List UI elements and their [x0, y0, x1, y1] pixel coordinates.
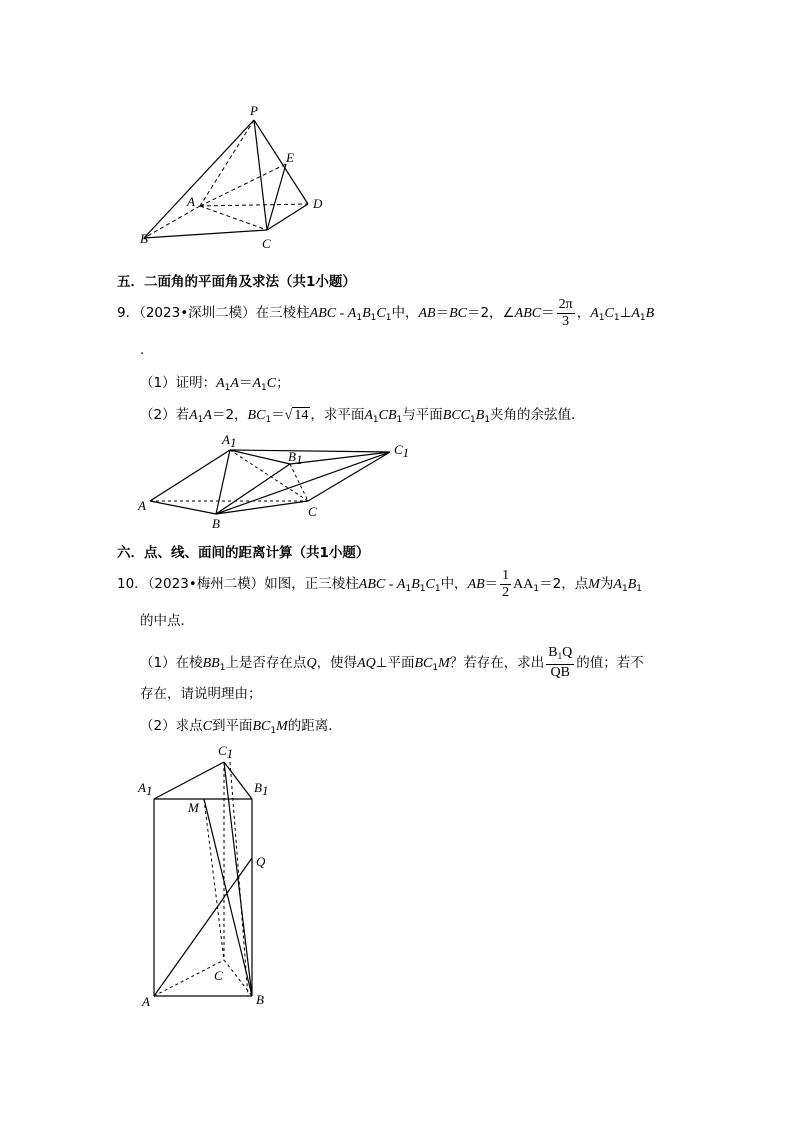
label-A1: A1: [138, 780, 153, 798]
label-B1: B1: [254, 780, 269, 798]
fraction-b1q-over-qb: $\frac{B_1Q}{QB}$: [548, 645, 573, 680]
pyramid-figure: [130, 98, 330, 258]
q9-part1: （1）证明：$A_1A=A_1C$；: [140, 375, 290, 393]
label-Q: Q: [256, 854, 266, 869]
prism-figure-q9: [130, 428, 420, 533]
label-B: B: [212, 516, 220, 531]
label-B: B: [256, 992, 264, 1007]
q9-statement: 9．（2023•深圳二模）在三棱柱ABC - $A_1B_1C_1$中，AB＝BC＝2，∠ABC＝ $\frac{2\pi}{3}$ ，$A_1C_1\perp A_1B$: [117, 296, 655, 329]
label-B1: B1: [288, 449, 303, 467]
fraction-one-half: $\frac{1}{2}$: [502, 567, 510, 600]
label-E: E: [286, 150, 294, 165]
label-B: B: [140, 231, 148, 246]
sqrt-14: √ 14: [284, 408, 309, 423]
q10-part1: （1）在棱$BB_1$上是否存在点Q，使得AQ⊥平面$BC_1M$？若存在，求出 $\frac{B_1Q}{QB}$ 的值；若不: [140, 645, 644, 680]
q10-part2: （2）求点C到平面$BC_1M$的距离．: [140, 718, 342, 736]
q10-line2: 的中点．: [140, 613, 194, 629]
label-M: M: [188, 800, 199, 815]
q9-part2: （2）若$A_1A=2$，$BC_1=√$ 14 ，求平面$A_1CB_1$与平面$BCC_1B_1$夹角的余弦值.: [140, 407, 576, 425]
label-C1: C1: [218, 743, 234, 761]
prism-figure-q10: [130, 738, 290, 1018]
label-A: A: [187, 194, 195, 209]
label-C: C: [308, 504, 317, 519]
fraction-2pi-over-3: $\frac{2\pi}{3}$: [558, 296, 573, 329]
q10-part1-line2: 存在，请说明理由；: [140, 686, 262, 702]
label-C1: C1: [394, 442, 410, 460]
section-5-heading: 五．二面角的平面角及求法（共1小题）: [117, 274, 356, 290]
q10-statement: 10．（2023•梅州二模）如图，正三棱柱ABC - $A_1B_1C_1$中，AB＝ $\frac{1}{2}$ $AA_1=2$，点M为$A_1B_1$: [117, 567, 642, 600]
label-A: A: [138, 498, 146, 513]
q9-period: .: [140, 342, 145, 358]
label-P: P: [250, 103, 258, 118]
label-A: A: [142, 994, 150, 1009]
section-6-heading: 六．点、线、面间的距离计算（共1小题）: [117, 545, 370, 561]
label-C: C: [214, 968, 223, 983]
label-C: C: [262, 236, 271, 251]
label-D: D: [313, 196, 323, 211]
label-A1: A1: [222, 432, 237, 450]
